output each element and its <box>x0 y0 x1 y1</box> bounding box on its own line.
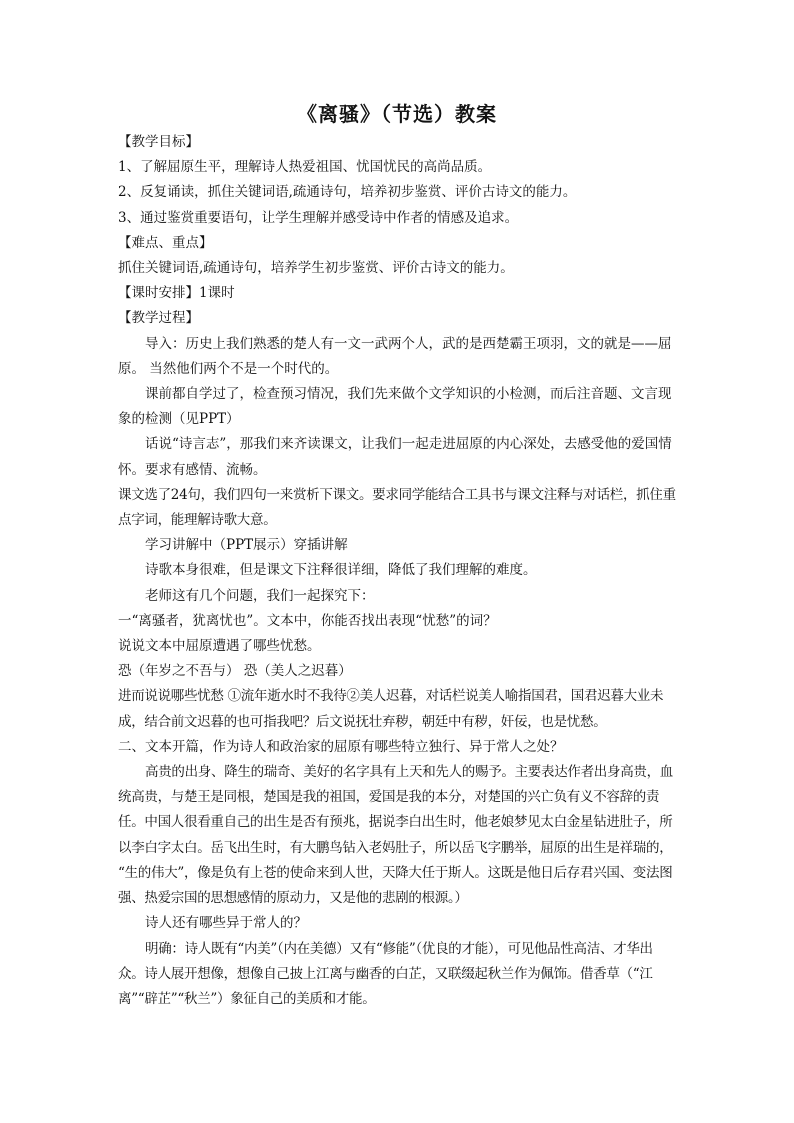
question-3-answer: 明确：诗人既有“内美”（内在美德）又有“修能”（优良的才能），可见他品性高洁、才华出众。诗人展开想像，想像自己披上江离与幽香的白芷，又联缀起秋兰作为佩饰。借香草（“江离”“辟芷”“秋兰”）象征自己的美质和才能。 <box>118 940 653 1007</box>
key-points-text: 抓住关键词语,疏通诗句，培养学生初步鉴赏、评价古诗文的能力。 <box>118 260 514 277</box>
goal-item-1: 1、了解屈原生平，理解诗人热爱祖国、忧国忧民的高尚品质。 <box>118 159 492 176</box>
paragraph-read-aloud: 话说“诗言志”，那我们来齐读课文，让我们一起走进屈原的内心深处，去感受他的爱国情怀。要求有感情、流畅。 <box>118 436 672 478</box>
question-3: 诗人还有哪些异于常人的？ <box>145 915 307 932</box>
question-1: 一“离骚者，犹离忧也”。文本中，你能否找出表现“忧愁”的词？ <box>118 612 497 629</box>
section-heading-process: 【教学过程】 <box>118 310 199 327</box>
paragraph-text-selection: 课文选了24句，我们四句一来赏析下课文。要求同学能结合工具书与课文注释与对话栏，抓住重点字词，能理解诗歌大意。 <box>118 486 676 529</box>
question-1-prompt: 说说文本中屈原遭遇了哪些忧愁。 <box>118 638 321 655</box>
paragraph-difficulty: 诗歌本身很难，但是课文下注释很详细，降低了我们理解的难度。 <box>145 562 537 579</box>
goal-item-2: 2、反复诵读，抓住关键词语,疏通诗句，培养初步鉴赏、评价古诗文的能力。 <box>118 184 577 201</box>
question-1-analysis: 进而说说哪些忧愁 ①流年逝水时不我待②美人迟暮，对话栏说美人喻指国君，国君迟暮大业未成，结合前文迟暮的也可指我吧？后文说抚壮弃秽，朝廷中有秽，奸佞，也是忧愁。 <box>118 688 664 730</box>
goal-item-3: 3、通过鉴赏重要语句，让学生理解并感受诗中作者的情感及追求。 <box>118 209 519 226</box>
paragraph-questions-intro: 老师这有几个问题，我们一起探究下： <box>145 587 375 604</box>
question-2-analysis: 高贵的出身、降生的瑞奇、美好的名字具有上天和先人的赐予。主要表达作者出身高贵，血统高贵，与楚王是同根，楚国是我的祖国，爱国是我的本分，对楚国的兴亡负有义不容辞的责任。中国人很看重自己的出生是否有预兆，据说李白出生时，他老娘梦见太白金星钻进肚子，所以李白字太白。岳飞出生时，有大鹏鸟钻入老妈肚子，所以岳飞字鹏举，屈原的出生是祥瑞的， “生的伟大”，像是负有上苍的使命来到人世，天降大任于斯人。这既是他日后存君兴国、变法图强、热爱宗国的思想感情的原动力，又是他的悲剧的根源。） <box>118 764 673 907</box>
section-heading-key-points: 【难点、重点】 <box>118 234 213 251</box>
question-1-answers: 恐（年岁之不吾与） 恐（美人之迟暮） <box>118 663 352 680</box>
paragraph-preview-check: 课前都自学过了，检查预习情况，我们先来做个文学知识的小检测，而后注音题、文言现象的检测（见PPT） <box>118 386 672 428</box>
section-heading-schedule: 【课时安排】1课时 <box>118 285 235 302</box>
document-title: 《离骚》（节选）教案 <box>297 102 497 126</box>
paragraph-introduction: 导入：历史上我们熟悉的楚人有一文一武两个人，武的是西楚霸王项羽，文的就是——屈原。 当然他们两个不是一个时代的。 <box>118 335 672 377</box>
document-body <box>118 130 678 1012</box>
question-2: 二、文本开篇，作为诗人和政治家的屈原有哪些特立独行、异于常人之处？ <box>118 738 564 755</box>
section-heading-teaching-goals: 【教学目标】 <box>118 134 199 150</box>
paragraph-ppt-explanation: 学习讲解中（PPT展示）穿插讲解 <box>145 537 348 554</box>
